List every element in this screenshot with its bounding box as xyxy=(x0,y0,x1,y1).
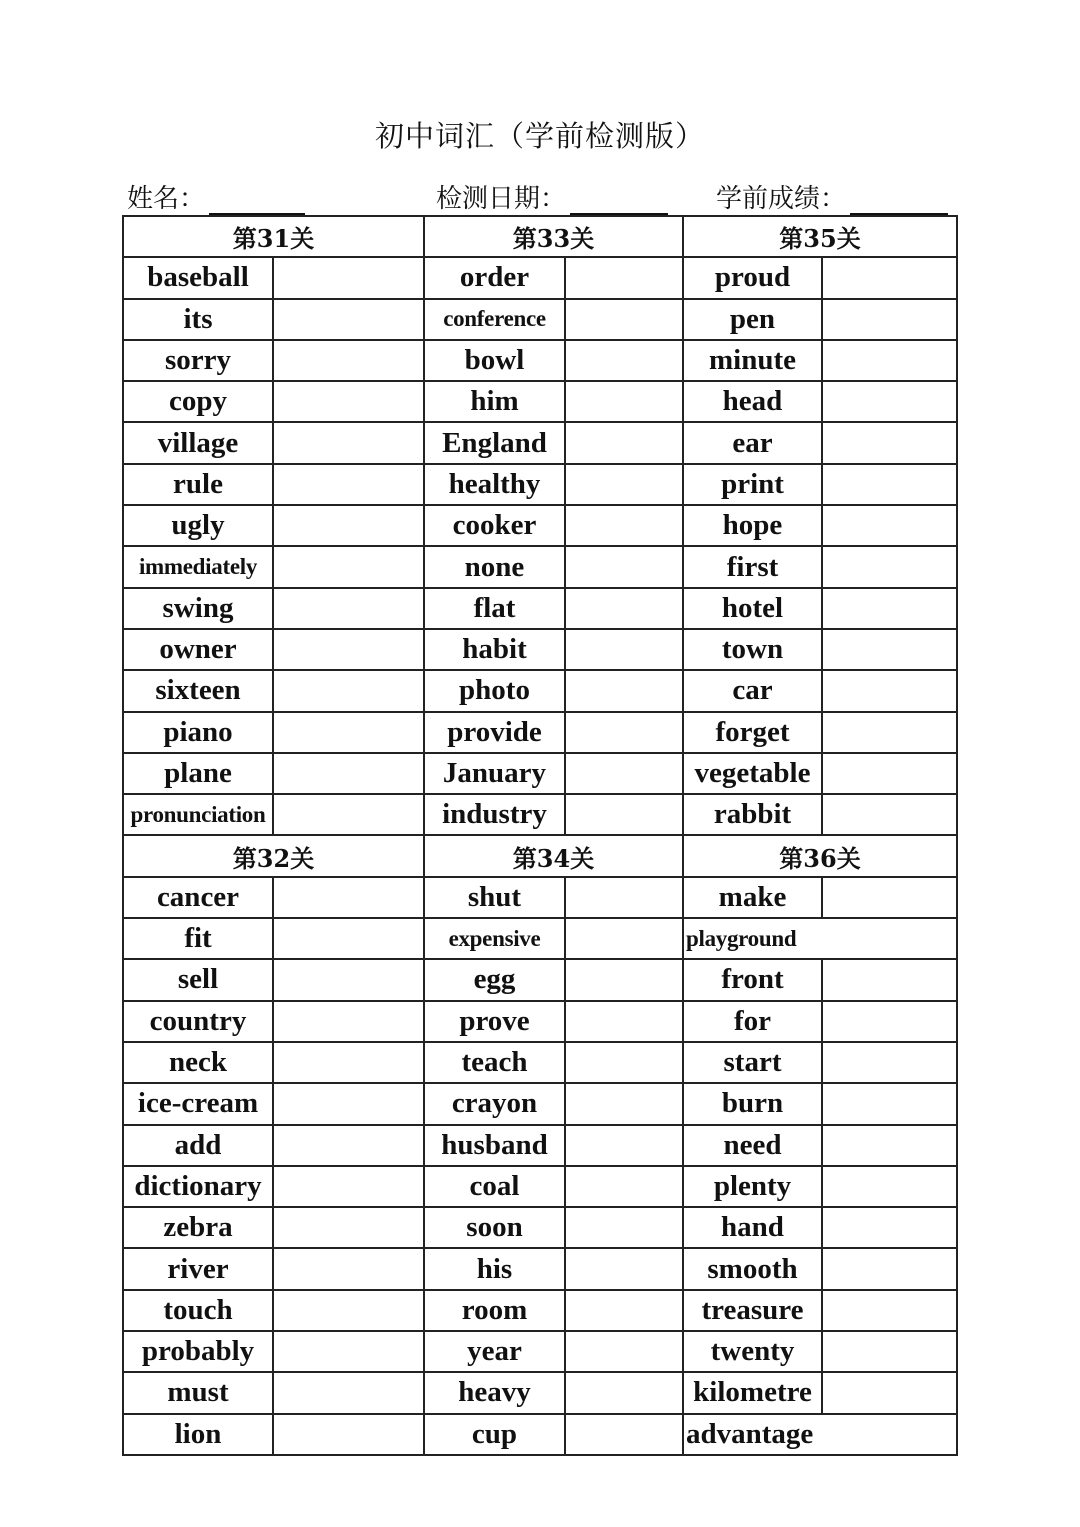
vocab-word: ice-cream xyxy=(123,1083,273,1124)
answer-cell[interactable] xyxy=(822,464,957,505)
answer-cell[interactable] xyxy=(565,422,683,463)
answer-cell[interactable] xyxy=(273,918,424,959)
vocab-word: his xyxy=(424,1248,565,1289)
vocab-word: hotel xyxy=(683,588,822,629)
answer-cell[interactable] xyxy=(565,712,683,753)
word-row xyxy=(123,877,957,918)
answer-cell[interactable] xyxy=(565,1207,683,1248)
word-row xyxy=(123,546,957,587)
word-row xyxy=(123,918,957,959)
vocab-word: probably xyxy=(123,1331,273,1372)
answer-cell[interactable] xyxy=(273,381,424,422)
vocab-word: industry xyxy=(424,794,565,835)
answer-cell[interactable] xyxy=(822,422,957,463)
vocab-word: dictionary xyxy=(123,1166,273,1207)
answer-cell[interactable] xyxy=(822,299,957,340)
answer-cell[interactable] xyxy=(822,753,957,794)
answer-cell[interactable] xyxy=(822,959,957,1000)
answer-cell[interactable] xyxy=(273,1372,424,1413)
page-title: 初中词汇（学前检测版） xyxy=(374,119,705,153)
vocab-word: sorry xyxy=(123,340,273,381)
vocab-word: cancer xyxy=(123,877,273,918)
vocab-word: husband xyxy=(424,1125,565,1166)
score-field xyxy=(716,178,948,215)
answer-cell[interactable] xyxy=(273,340,424,381)
score-blank[interactable] xyxy=(850,187,948,215)
answer-cell[interactable] xyxy=(822,670,957,711)
vocab-word: village xyxy=(123,422,273,463)
answer-cell[interactable] xyxy=(565,299,683,340)
date-label: 检测日期： xyxy=(436,184,567,214)
answer-cell[interactable] xyxy=(565,1248,683,1289)
answer-cell[interactable] xyxy=(565,1083,683,1124)
vocab-word: town xyxy=(683,629,822,670)
vocab-word: January xyxy=(424,753,565,794)
answer-cell[interactable] xyxy=(565,464,683,505)
vocab-word: provide xyxy=(424,712,565,753)
answer-cell[interactable] xyxy=(565,546,683,587)
word-row xyxy=(123,1083,957,1124)
vocab-word: rabbit xyxy=(683,794,822,835)
vocab-word: plane xyxy=(123,753,273,794)
word-row xyxy=(123,340,957,381)
vocab-word: prove xyxy=(424,1001,565,1042)
answer-cell[interactable] xyxy=(565,1290,683,1331)
vocab-word: twenty xyxy=(683,1331,822,1372)
answer-cell[interactable] xyxy=(822,1207,957,1248)
word-row xyxy=(123,257,957,298)
vocab-word: copy xyxy=(123,381,273,422)
answer-cell[interactable] xyxy=(273,670,424,711)
answer-cell[interactable] xyxy=(273,257,424,298)
answer-cell[interactable] xyxy=(565,753,683,794)
answer-cell[interactable] xyxy=(273,505,424,546)
answer-cell[interactable] xyxy=(822,546,957,587)
answer-cell[interactable] xyxy=(273,753,424,794)
answer-cell[interactable] xyxy=(273,877,424,918)
answer-cell[interactable] xyxy=(273,629,424,670)
section-header-row xyxy=(123,835,957,876)
vocab-word: habit xyxy=(424,629,565,670)
answer-cell[interactable] xyxy=(273,794,424,835)
answer-cell[interactable] xyxy=(822,1290,957,1331)
vocab-word: forget xyxy=(683,712,822,753)
vocab-word: smooth xyxy=(683,1248,822,1289)
vocab-word: proud xyxy=(683,257,822,298)
level-header: 第34关 xyxy=(424,835,683,876)
answer-cell[interactable] xyxy=(822,505,957,546)
name-field xyxy=(127,178,305,215)
answer-cell[interactable] xyxy=(822,1248,957,1289)
answer-cell[interactable] xyxy=(273,959,424,1000)
vocab-word: shut xyxy=(424,877,565,918)
answer-cell[interactable] xyxy=(565,1166,683,1207)
answer-cell[interactable] xyxy=(273,422,424,463)
vocab-word: country xyxy=(123,1001,273,1042)
vocab-word: cooker xyxy=(424,505,565,546)
answer-cell[interactable] xyxy=(565,1414,683,1455)
answer-cell[interactable] xyxy=(273,546,424,587)
word-row xyxy=(123,381,957,422)
vocab-word: neck xyxy=(123,1042,273,1083)
answer-cell[interactable] xyxy=(273,1083,424,1124)
word-row xyxy=(123,1125,957,1166)
vocab-word: must xyxy=(123,1372,273,1413)
vocab-word: kilometre xyxy=(683,1372,822,1413)
vocab-word: hand xyxy=(683,1207,822,1248)
answer-cell[interactable] xyxy=(822,1331,957,1372)
vocab-word: egg xyxy=(424,959,565,1000)
vocab-word: him xyxy=(424,381,565,422)
date-field xyxy=(436,178,668,215)
answer-cell[interactable] xyxy=(565,959,683,1000)
vocab-word: make xyxy=(683,877,822,918)
vocab-word: pen xyxy=(683,299,822,340)
vocab-word: plenty xyxy=(683,1166,822,1207)
answer-cell[interactable] xyxy=(822,257,957,298)
answer-cell[interactable] xyxy=(273,299,424,340)
vocab-word: advantage xyxy=(683,1414,957,1455)
name-label: 姓名： xyxy=(127,184,206,214)
answer-cell[interactable] xyxy=(273,1166,424,1207)
vocab-word: baseball xyxy=(123,257,273,298)
vocabulary-table xyxy=(122,215,958,1456)
answer-cell[interactable] xyxy=(273,1042,424,1083)
answer-cell[interactable] xyxy=(273,712,424,753)
answer-cell[interactable] xyxy=(565,877,683,918)
answer-cell[interactable] xyxy=(822,1083,957,1124)
word-row xyxy=(123,794,957,835)
vocab-word: cup xyxy=(424,1414,565,1455)
answer-cell[interactable] xyxy=(565,1042,683,1083)
vocab-word: river xyxy=(123,1248,273,1289)
vocab-word: flat xyxy=(424,588,565,629)
answer-cell[interactable] xyxy=(565,629,683,670)
word-row xyxy=(123,1001,957,1042)
answer-cell[interactable] xyxy=(565,1001,683,1042)
answer-cell[interactable] xyxy=(822,588,957,629)
vocab-word: head xyxy=(683,381,822,422)
level-header: 第36关 xyxy=(683,835,957,876)
vocab-word: print xyxy=(683,464,822,505)
vocab-word: first xyxy=(683,546,822,587)
answer-cell[interactable] xyxy=(565,1125,683,1166)
vocab-word: treasure xyxy=(683,1290,822,1331)
vocab-word: heavy xyxy=(424,1372,565,1413)
vocab-word: room xyxy=(424,1290,565,1331)
answer-cell[interactable] xyxy=(565,340,683,381)
vocab-word: ugly xyxy=(123,505,273,546)
answer-cell[interactable] xyxy=(565,1372,683,1413)
word-row xyxy=(123,422,957,463)
answer-cell[interactable] xyxy=(822,1042,957,1083)
vocab-word: add xyxy=(123,1125,273,1166)
answer-cell[interactable] xyxy=(565,257,683,298)
vocab-word: car xyxy=(683,670,822,711)
vocab-word: playground xyxy=(683,918,957,959)
word-row xyxy=(123,1166,957,1207)
answer-cell[interactable] xyxy=(273,1248,424,1289)
date-blank[interactable] xyxy=(570,187,668,215)
vocab-word: coal xyxy=(424,1166,565,1207)
vocab-word: its xyxy=(123,299,273,340)
word-row xyxy=(123,1290,957,1331)
section-header-row xyxy=(123,216,957,257)
vocab-word: order xyxy=(424,257,565,298)
word-row xyxy=(123,1207,957,1248)
vocab-word: sixteen xyxy=(123,670,273,711)
answer-cell[interactable] xyxy=(565,670,683,711)
vocab-word: minute xyxy=(683,340,822,381)
vocab-word: ear xyxy=(683,422,822,463)
answer-cell[interactable] xyxy=(273,1331,424,1372)
vocab-word: swing xyxy=(123,588,273,629)
answer-cell[interactable] xyxy=(822,712,957,753)
vocab-word: crayon xyxy=(424,1083,565,1124)
vocab-word: vegetable xyxy=(683,753,822,794)
vocab-word: expensive xyxy=(424,918,565,959)
score-label: 学前成绩： xyxy=(716,184,847,214)
answer-cell[interactable] xyxy=(273,1001,424,1042)
vocab-word: soon xyxy=(424,1207,565,1248)
vocab-word: lion xyxy=(123,1414,273,1455)
answer-cell[interactable] xyxy=(273,588,424,629)
vocab-word: healthy xyxy=(424,464,565,505)
vocab-word: year xyxy=(424,1331,565,1372)
vocab-word: front xyxy=(683,959,822,1000)
answer-cell[interactable] xyxy=(822,1125,957,1166)
answer-cell[interactable] xyxy=(822,629,957,670)
word-row xyxy=(123,670,957,711)
answer-cell[interactable] xyxy=(565,794,683,835)
answer-cell[interactable] xyxy=(565,918,683,959)
word-row xyxy=(123,1331,957,1372)
word-row xyxy=(123,505,957,546)
vocab-word: sell xyxy=(123,959,273,1000)
vocab-word: bowl xyxy=(424,340,565,381)
answer-cell[interactable] xyxy=(273,1125,424,1166)
answer-cell[interactable] xyxy=(822,1001,957,1042)
answer-cell[interactable] xyxy=(273,1414,424,1455)
level-header: 第33关 xyxy=(424,216,683,257)
word-row xyxy=(123,1414,957,1455)
vocab-word: pronunciation xyxy=(123,794,273,835)
answer-cell[interactable] xyxy=(273,1207,424,1248)
vocab-word: burn xyxy=(683,1083,822,1124)
vocab-word: touch xyxy=(123,1290,273,1331)
answer-cell[interactable] xyxy=(565,381,683,422)
word-row xyxy=(123,588,957,629)
answer-cell[interactable] xyxy=(273,464,424,505)
answer-cell[interactable] xyxy=(565,588,683,629)
word-row xyxy=(123,753,957,794)
word-row xyxy=(123,464,957,505)
answer-cell[interactable] xyxy=(565,1331,683,1372)
vocab-word: conference xyxy=(424,299,565,340)
vocab-word: zebra xyxy=(123,1207,273,1248)
answer-cell[interactable] xyxy=(273,1290,424,1331)
answer-cell[interactable] xyxy=(822,794,957,835)
vocab-word: none xyxy=(424,546,565,587)
word-row xyxy=(123,629,957,670)
vocab-word: need xyxy=(683,1125,822,1166)
vocab-word: rule xyxy=(123,464,273,505)
vocab-word: hope xyxy=(683,505,822,546)
vocab-word: fit xyxy=(123,918,273,959)
vocab-word: piano xyxy=(123,712,273,753)
answer-cell[interactable] xyxy=(565,505,683,546)
word-row xyxy=(123,1248,957,1289)
level-header: 第32关 xyxy=(123,835,424,876)
word-row xyxy=(123,959,957,1000)
vocab-word: teach xyxy=(424,1042,565,1083)
vocab-word: photo xyxy=(424,670,565,711)
answer-cell[interactable] xyxy=(822,381,957,422)
answer-cell[interactable] xyxy=(822,340,957,381)
word-row xyxy=(123,712,957,753)
answer-cell[interactable] xyxy=(822,1166,957,1207)
vocab-word: for xyxy=(683,1001,822,1042)
name-blank[interactable] xyxy=(209,187,305,215)
word-row xyxy=(123,1042,957,1083)
word-row xyxy=(123,1372,957,1413)
answer-cell[interactable] xyxy=(822,877,957,918)
answer-cell[interactable] xyxy=(822,1372,957,1413)
word-row xyxy=(123,299,957,340)
level-header: 第31关 xyxy=(123,216,424,257)
vocab-word: owner xyxy=(123,629,273,670)
vocab-word: immediately xyxy=(123,546,273,587)
level-header: 第35关 xyxy=(683,216,957,257)
vocab-word: England xyxy=(424,422,565,463)
vocab-word: start xyxy=(683,1042,822,1083)
